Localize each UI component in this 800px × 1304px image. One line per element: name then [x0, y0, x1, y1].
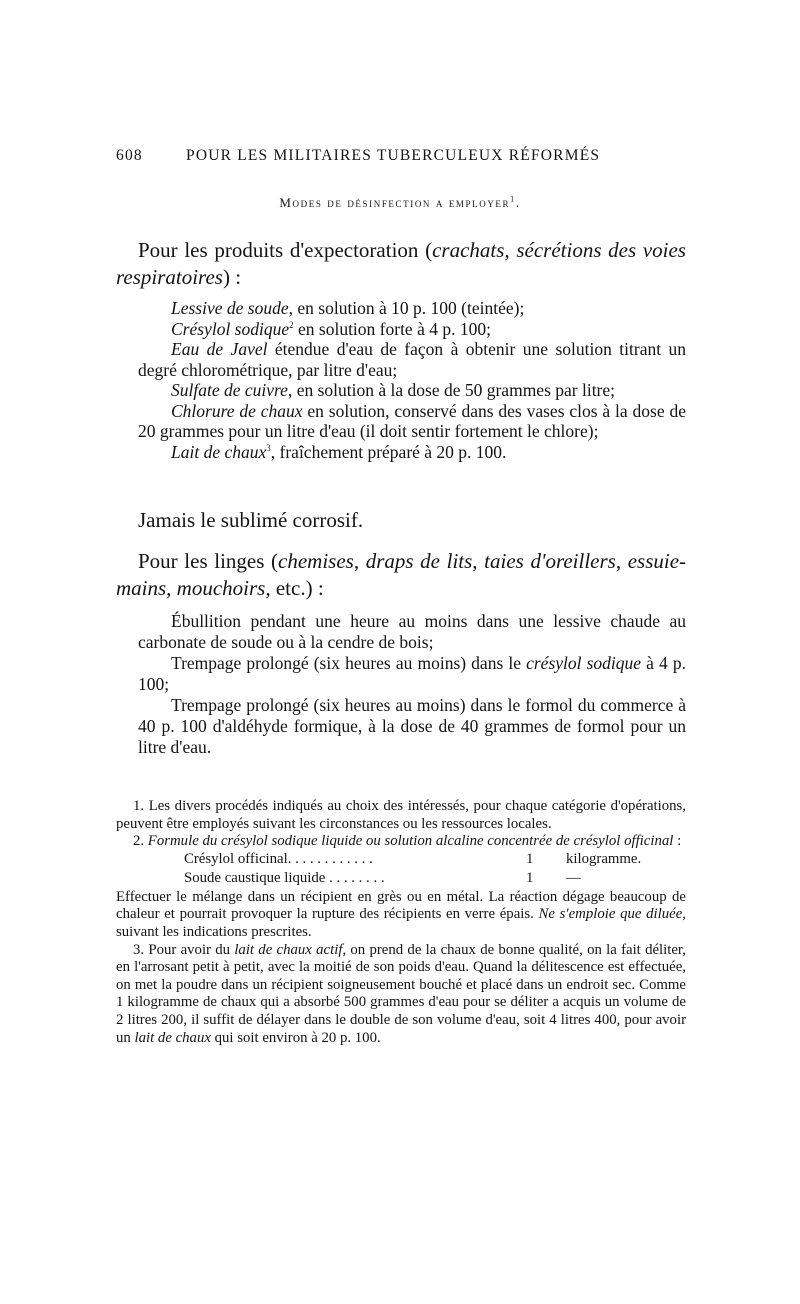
footnote-text: qui soit environ à 20 p. 100.: [210, 1029, 381, 1046]
item-text: , en solution à la dose de 50 grammes par litre;: [287, 380, 616, 400]
footnote-ref: 1: [510, 194, 516, 204]
recipe-ingredient: Crésylol officinal. . . . . . . . . . . .: [184, 850, 373, 867]
item-name: Lessive de soude: [171, 298, 289, 318]
item-text: Ébullition pendant une heure au moins dans une lessive chaude au carbonate de soude ou à la cendre de bois;: [138, 611, 686, 652]
footnote-1: 1. Les divers procédés indiqués au choix des intéressés, pour chaque catégorie d'opérations, peuvent être employés suivant les circonstances ou les ressources locales.: [116, 798, 686, 832]
footnote-italic: Formule du crésylol sodique liquide ou solution alcaline concentrée de crésylol officinal: [147, 833, 674, 850]
footnote-text: , on prend de la chaux de bonne qualité, on la fait déliter, en l'arrosant petit à petit, avec la moitié de son poids d'eau. Quand la délitescence est effectuée, on met la poudre dans un récipient soigneusement bouché et placé dans un endroit sec. Comme 1 kilogramme de chaux qui a absorbé 500 grammes d'eau pour se déliter a acquis un volume de 2 litres 200, il suffit de délayer dans le double de son volume d'eau, soit 4 litres 400, pour avoir un: [116, 941, 686, 1046]
expectoration-intro: [116, 237, 686, 291]
intro-text: Pour les produits d'expectoration (: [138, 238, 433, 262]
recipe-row: [116, 851, 686, 870]
footnote-text: suivant les indications prescrites.: [116, 923, 312, 940]
recipe-quantity: 1: [526, 850, 534, 867]
footnote-italic: lait de chaux actif: [234, 941, 343, 958]
running-title: POUR LES MILITAIRES TUBERCULEUX RÉFORMÉS: [186, 147, 601, 164]
list-item: [138, 339, 686, 380]
item-text: étendue d'eau de façon à obtenir une solution titrant un degré chlorométrique, par litre d'eau;: [138, 339, 687, 380]
footnote-2: [116, 833, 686, 851]
section-title-text: Modes de désinfection a employer: [279, 195, 511, 210]
recipe-ingredient: Soude caustique liquide . . . . . . . .: [184, 869, 385, 886]
footnote-ref: 3: [266, 442, 271, 453]
item-text: Trempage prolongé (six heures au moins) dans le: [171, 653, 527, 673]
footnote-text: :: [673, 833, 682, 850]
footnote-3: [116, 942, 686, 1048]
item-name: crésylol sodique: [526, 653, 642, 673]
list-item: [138, 319, 686, 340]
page-header: [116, 147, 686, 167]
list-item: [138, 298, 686, 319]
item-text: , fraîchement préparé à 20 p. 100.: [270, 441, 507, 462]
section-title: Modes de désinfection a employer$^1$.: [279, 194, 521, 210]
item-text: en solution forte à 4 p. 100;: [293, 318, 491, 339]
item-text: en solution, conservé dans des vases clos à la dose de 20 grammes pour un litre d'eau (il doit sentir fortement le chlore);: [138, 400, 686, 441]
footnote-number: 2.: [133, 833, 148, 850]
linges-intro: [116, 548, 686, 602]
expectoration-list: [138, 298, 686, 462]
page-number: 608: [116, 147, 143, 164]
list-item: [138, 611, 686, 653]
intro-text: Pour les linges (: [138, 549, 279, 573]
linges-list: [138, 611, 686, 758]
footnote-text: 3. Pour avoir du: [133, 941, 235, 958]
recipe-unit: kilogramme.: [566, 850, 642, 867]
list-item: [138, 380, 686, 401]
footnote-italic: lait de chaux: [134, 1029, 211, 1046]
intro-italic: chemises, draps de lits, taies d'oreillers, essuie-mains, mouchoirs,: [116, 549, 687, 600]
item-name: Crésylol sodique: [171, 318, 290, 339]
list-item: [138, 695, 686, 758]
intro-end: etc.) :: [270, 576, 324, 600]
footnotes: [116, 798, 686, 1047]
footnote-2-body: [116, 889, 686, 942]
intro-end: ) :: [222, 265, 242, 289]
item-name: Eau de Javel: [171, 339, 268, 359]
item-name: Chlorure de chaux: [171, 400, 303, 421]
item-text: à 4 p. 100;: [138, 653, 686, 694]
closing-statement: Jamais le sublimé corrosif.: [138, 508, 364, 532]
item-text: Trempage prolongé (six heures au moins) dans le formol du commerce à 40 p. 100 d'aldéhyde formique, à la dose de 40 grammes de formol pour un litre d'eau.: [138, 695, 686, 757]
footnote-ref: 2: [289, 319, 294, 330]
recipe-quantity: 1: [526, 869, 534, 886]
recipe-row: [116, 870, 686, 889]
list-item: [138, 442, 686, 463]
recipe-unit: —: [566, 869, 581, 886]
footnote-italic: Ne s'emploie que diluée,: [538, 906, 687, 923]
list-item: [138, 401, 686, 442]
list-item: [138, 653, 686, 695]
item-text: , en solution à 10 p. 100 (teintée);: [288, 298, 525, 318]
item-name: Lait de chaux: [171, 441, 267, 462]
footnote-text: Effectuer le mélange dans un récipient en grès ou en métal. La réaction dégage beaucoup de chaleur et pourrait provoquer la rupture des récipients en verre épais.: [116, 888, 686, 923]
intro-italic: crachats, sécrétions des voies respiratoires: [116, 238, 686, 289]
item-name: Sulfate de cuivre: [171, 380, 288, 400]
